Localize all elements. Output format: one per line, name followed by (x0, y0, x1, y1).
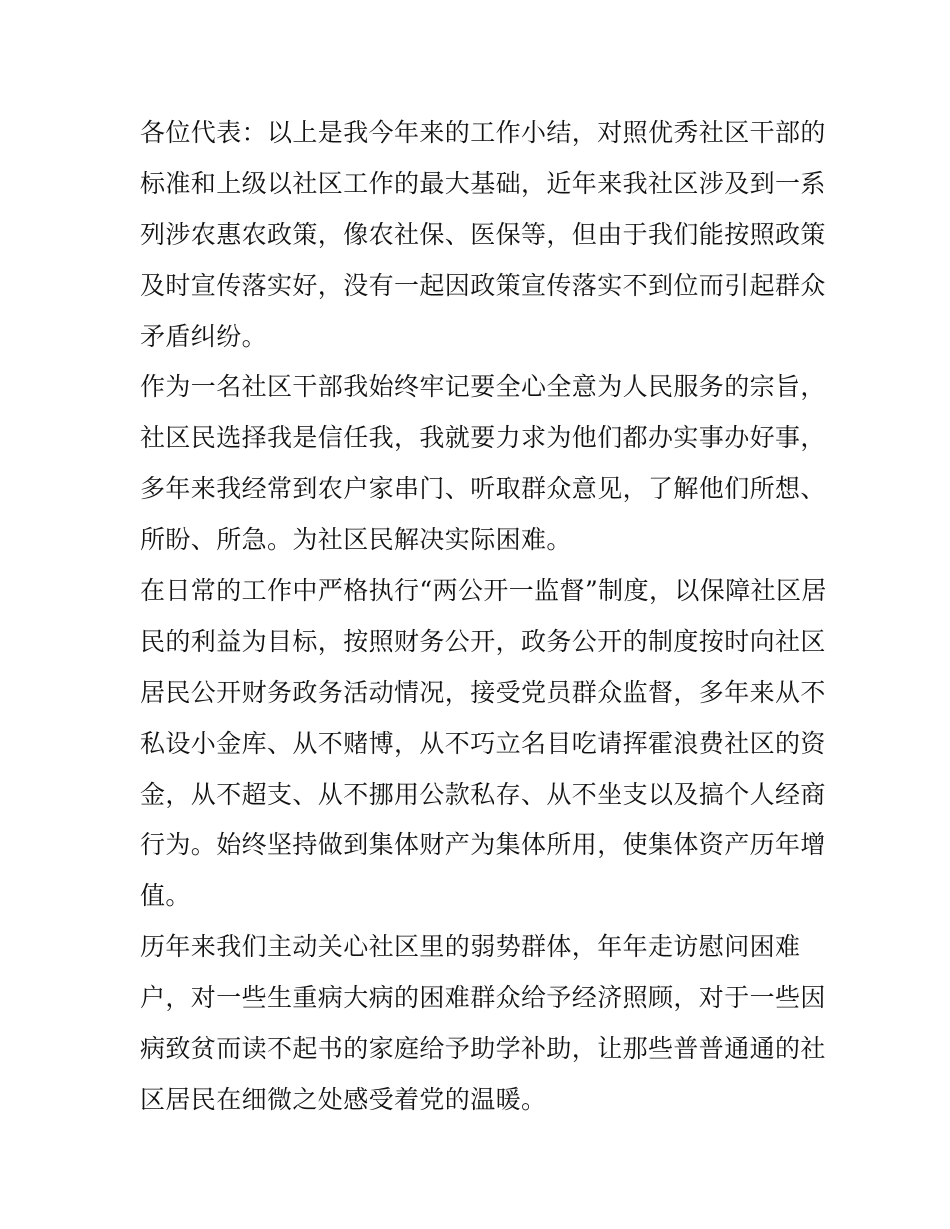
text-line: 标准和上级以社区工作的最大基础，近年来我社区涉及到一系 (140, 168, 826, 198)
text-line: 行为。始终坚持做到集体财产为集体所用，使集体资产历年增 (140, 830, 826, 860)
paragraph-2 (140, 362, 826, 566)
text-line: 金，从不超支、从不挪用公款私存、从不坐支以及搞个人经商 (140, 779, 826, 809)
paragraph-1 (140, 108, 826, 362)
text-line: 列涉农惠农政策，像农社保、医保等，但由于我们能按照政策 (140, 219, 826, 249)
text-line: 病致贫而读不起书的家庭给予助学补助，让那些普普通通的社 (140, 1034, 826, 1064)
text-line: 在日常的工作中严格执行“两公开一监督”制度，以保障社区居 (140, 576, 827, 606)
text-line: 私设小金库、从不赌博，从不巧立名目吃请挥霍浪费社区的资 (140, 728, 826, 758)
text-line: 值。 (140, 881, 191, 911)
text-line: 作为一名社区干部我始终牢记要全心全意为人民服务的宗旨， (140, 372, 826, 402)
text-line: 各位代表：以上是我今年来的工作小结，对照优秀社区干部的 (140, 118, 826, 147)
document-body (140, 108, 827, 1126)
text-line: 历年来我们主动关心社区里的弱势群体，年年走访慰问困难 (140, 932, 801, 962)
text-line: 区居民在细微之处感受着党的温暖。 (140, 1084, 547, 1114)
text-line: 居民公开财务政务活动情况，接受党员群众监督，多年来从不 (140, 677, 826, 707)
text-line: 户，对一些生重病大病的困难群众给予经济照顾，对于一些因 (140, 983, 826, 1013)
paragraph-3 (140, 566, 827, 922)
text-line: 民的利益为目标，按照财务公开，政务公开的制度按时向社区 (140, 626, 826, 656)
paragraph-4 (140, 922, 826, 1126)
text-line: 多年来我经常到农户家串门、听取群众意见，了解他们所想、 (140, 474, 826, 504)
text-line: 矛盾纠纷。 (140, 321, 268, 351)
text-line: 所盼、所急。为社区民解决实际困难。 (140, 525, 572, 555)
text-line: 社区民选择我是信任我，我就要力求为他们都办实事办好事， (140, 423, 826, 453)
text-line: 及时宣传落实好，没有一起因政策宣传落实不到位而引起群众 (140, 270, 826, 300)
